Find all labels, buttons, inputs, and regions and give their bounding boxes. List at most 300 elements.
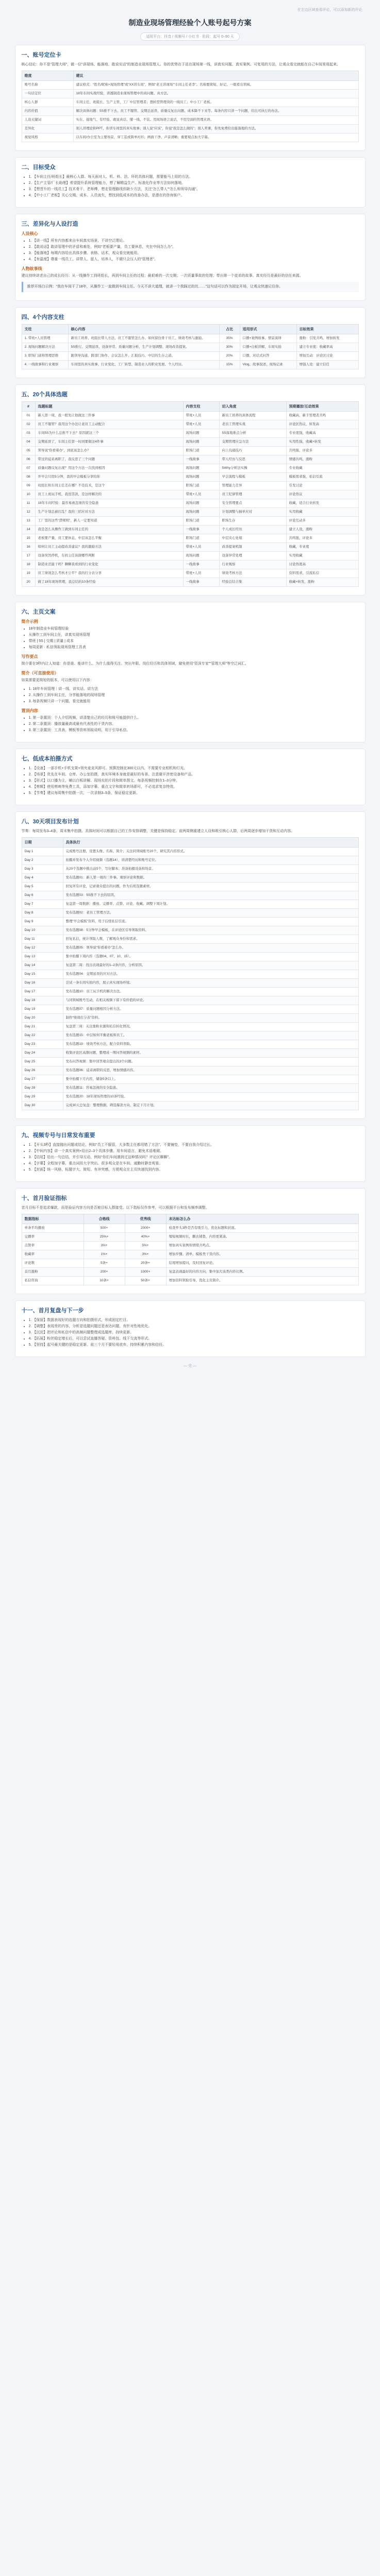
table-cell: 11 xyxy=(22,499,35,508)
section-title: 三、差异化与人设打造 xyxy=(21,221,78,227)
table-cell: 绩效考核方法 xyxy=(219,569,286,578)
table-cell: 带人经历与反思 xyxy=(219,455,286,464)
table-cell: 评论区热议，转发高 xyxy=(286,420,358,429)
table-cell: 2000+ xyxy=(125,1224,166,1233)
table-cell: Day 10 xyxy=(22,926,63,935)
table-cell: 3. 职场门道和管理思维 xyxy=(22,352,68,361)
table-cell: 一句话定位 xyxy=(22,90,73,98)
table-cell: 交期管理应急方法 xyxy=(219,438,286,447)
table-cell: 专业收藏 xyxy=(286,464,358,473)
persona-list xyxy=(22,238,359,263)
table-cell: 35% xyxy=(219,334,240,343)
metrics-intro: 首月目标不是追求爆款，而是验证内容方向是否被目标人群接受。以下指标仅作参考，可以根据平台和发布频率调整。 xyxy=(21,1206,209,1210)
table-row xyxy=(22,996,358,1005)
table-cell: 检查开头3秒是否有吸引力，优化标题和封面。 xyxy=(166,1224,358,1233)
table-cell: 结尾增加提问，及时回复评论。 xyxy=(166,1259,358,1268)
table-cell: 收集评论区高频问题，整理成一期问答视频的素材。 xyxy=(63,1049,358,1058)
table-cell: 现场问题 xyxy=(183,464,219,473)
table-cell: 涨粉：引发共鸣，增加转发 xyxy=(296,334,358,343)
table-header: 目标效果 xyxy=(296,325,358,334)
list-item: • 1. 【讲一线】所有内容都来自车间真实场景，不讲空泛理论。 xyxy=(29,238,359,244)
table-cell: Day 11 xyxy=(22,935,63,944)
table-cell: 引发讨论 xyxy=(286,482,358,490)
table-cell: 发布选题06：徒弟离职的反思，增加情感内容。 xyxy=(63,1066,358,1075)
section-title: 九、视频专号与日常发布重要 xyxy=(21,1132,95,1139)
table-cell: Day 2 xyxy=(22,856,63,865)
table-cell: 现场问题 xyxy=(183,438,219,447)
document-footer: — 完 — xyxy=(184,1364,196,1368)
table-cell: 班组长和车间主任差在哪？不是技术，是这个 xyxy=(35,482,183,490)
table-cell: 完成30天总复盘：整理数据、筛选爆款方向、制定下月计划。 xyxy=(63,1101,358,1110)
section-metrics xyxy=(15,1188,366,1294)
table-header: 选题标题 xyxy=(35,402,183,412)
table-cell: 16 xyxy=(22,543,35,552)
plan-table xyxy=(22,837,359,1110)
table-row xyxy=(22,909,358,918)
document-title: 制造业现场管理经验个人账号起号方案 xyxy=(128,19,252,27)
section-persona xyxy=(15,214,366,301)
list-item: • 2. 【生产主管/厂长助理】希望提升系统管理能力，想了解精益生产、标准化作业等方法如何落地。 xyxy=(29,180,359,187)
table-cell: 10条+ xyxy=(84,1277,125,1285)
table-row xyxy=(22,935,358,944)
table-cell: Day 14 xyxy=(22,961,63,970)
table-cell: 5%+ xyxy=(125,1242,166,1250)
table-cell: 整理“早会模板”资料，用于后续私信引流。 xyxy=(63,918,358,926)
table-row xyxy=(22,1005,358,1014)
list-item: • 从操作工到车间主任，讲真实现场管理 xyxy=(29,632,359,638)
list-item: • 1. 【保留】数据表现好的选题方向和拍摄形式，形成固定栏目。 xyxy=(29,1317,359,1324)
table-cell: 讨论热度高 xyxy=(286,561,358,569)
table-row xyxy=(22,883,358,891)
table-row xyxy=(22,508,358,517)
table-cell: 现场问题 xyxy=(183,429,219,438)
table-cell: 25%+ xyxy=(84,1233,125,1242)
table-cell: 回复私信，统计领取人数，了解观众身份和需求。 xyxy=(63,935,358,944)
table-cell: 07 xyxy=(22,464,35,473)
table-cell: Day 12 xyxy=(22,944,63,953)
table-row xyxy=(22,1084,358,1093)
list-item: • 3. 【结尾】给出一句总结，并引导互动，例如“你们车间遇到过这种情况吗？评论区聊聊”。 xyxy=(29,1155,359,1161)
table-cell: 发布选题20：18年现场管理的10条经验。 xyxy=(63,1093,358,1101)
table-cell: 完播率 xyxy=(22,1233,84,1242)
table-cell: 3%+ xyxy=(84,1242,125,1250)
table-cell: 12 xyxy=(22,508,35,517)
table-cell: 职场生存 xyxy=(219,517,286,526)
metrics-table xyxy=(22,1214,359,1285)
table-cell: 经验总结合集 xyxy=(219,578,286,587)
table-cell: 跟领导沟通、跨部门协作、会议怎么开、汇报技巧、中层的生存之道。 xyxy=(68,352,219,361)
table-header: 切入角度 xyxy=(219,402,286,412)
table-cell: 一线故事 xyxy=(183,561,219,569)
table-cell: 增强人设：建立信任 xyxy=(296,361,358,369)
list-item: • 4. 【拓展】粉丝稳定增长后，可以尝试直播答疑、资料包、线下交流等形式。 xyxy=(29,1336,359,1342)
table-header: 具体执行 xyxy=(63,838,358,848)
table-row xyxy=(22,125,358,133)
list-item: • 3. 【形式】以口播为主，辅以白板讲解、现场实拍片段和简单图文。每条视频控制在1–3分钟。 xyxy=(29,778,359,784)
list-item: • 1. 【开头3秒】直接抛出问题或结论，例如“员工不服管，大多数主任都用错了方法”。不要铺垫，不要自我介绍过长。 xyxy=(29,1142,359,1148)
table-cell: 3%+ xyxy=(125,1250,166,1259)
table-cell: 情感共鸣，涨粉 xyxy=(286,455,358,464)
table-cell: 评论数 xyxy=(22,1259,84,1268)
quote-text: 推荐开场白示例：“我在车间干了18年，从操作工一直做到车间主任。今天不讲大道理，就讲一个我踩过的坑……”这句话可以作为固定开场，让观众快速记住你。 xyxy=(27,285,283,289)
table-cell: 员工纪律管理 xyxy=(219,490,286,499)
table-cell: Day 5 xyxy=(22,883,63,891)
list-item: • 2. 【场景】优先在车间、仓库、办公室拍摄，真实环境本身就是最好的布景。注意避开涉密设备和产品。 xyxy=(29,772,359,778)
table-cell: 收藏+转发，涨粉 xyxy=(286,578,358,587)
table-cell: 职场门道 xyxy=(183,482,219,490)
table-cell: 评论热议 xyxy=(286,490,358,499)
table-header: # xyxy=(22,402,35,412)
document-page xyxy=(15,0,366,1379)
table-cell: 新员工培养、班组长带人方法、员工不服管怎么办、如何留住骨干员工、绩效考核与激励。 xyxy=(68,334,219,343)
bio-list xyxy=(22,626,359,651)
table-row xyxy=(22,874,358,883)
list-item: • 2. 【调整】表现差的内容，分析是选题问题还是表达问题，有针对性地优化。 xyxy=(29,1324,359,1330)
table-row xyxy=(22,961,358,970)
table-cell: Day 20 xyxy=(22,1014,63,1023)
table-row xyxy=(22,1066,358,1075)
table-row xyxy=(22,1268,358,1277)
table-cell: 与同领域账号互动，在相关视频下留下有价值的评论。 xyxy=(63,996,358,1005)
table-cell: 发布选题19：绩效考核方法，配合资料领取。 xyxy=(63,1040,358,1049)
table-cell: Day 24 xyxy=(22,1049,63,1058)
section-topics xyxy=(15,384,366,596)
table-cell: 人设关键词 xyxy=(22,116,73,125)
list-item: • 2. 第二条置顶：播放量最高或最有代表性的干货内容。 xyxy=(29,721,359,727)
table-cell: 现场问题 xyxy=(183,508,219,517)
table-header: 建议 xyxy=(73,71,358,81)
table-cell: 实用性强，收藏+转发 xyxy=(286,438,358,447)
table-cell: Day 9 xyxy=(22,918,63,926)
table-cell: 10 xyxy=(22,490,35,499)
table-cell: 一线故事 xyxy=(183,455,219,464)
table-row xyxy=(22,464,358,473)
list-item: • 每周更新 · 私信领取现场管理工具表 xyxy=(29,645,359,651)
video-tips-list xyxy=(22,1142,359,1173)
table-cell: 视觉风格 xyxy=(22,133,73,142)
table-header: 日期 xyxy=(22,838,63,848)
table-header: 优秀线 xyxy=(125,1214,166,1224)
section-title: 七、低成本拍摄方式 xyxy=(21,756,73,762)
table-row xyxy=(22,526,358,534)
table-cell: 新人第一周，我一般先让他做这三件事 xyxy=(35,412,183,420)
table-row xyxy=(22,116,358,125)
table-cell: 带班+人员 xyxy=(183,490,219,499)
table-row xyxy=(22,970,358,979)
table-cell: Day 1 xyxy=(22,848,63,856)
table-row xyxy=(22,1224,358,1233)
table-cell: 18年车间实战经验，讲透制造业现场管理中的真问题、真方法。 xyxy=(73,90,358,98)
section-title: 六、主页文案 xyxy=(21,609,56,615)
table-header: 支柱 xyxy=(22,325,68,334)
table-cell: 尝试一条车间实拍内容，展示真实现场环境。 xyxy=(63,979,358,988)
tip-text: 简介要在3秒内让人知道：你是谁、能讲什么、为什么值得关注。突出年限、岗位经历和具体领域，避免使用“资深专家”“管理大师”等空泛词汇。 xyxy=(21,662,249,666)
table-cell: 04 xyxy=(22,438,35,447)
table-cell: Day 18 xyxy=(22,996,63,1005)
table-cell: 单条平均播放 xyxy=(22,1224,84,1233)
table-cell: 资料需求，引流私信 xyxy=(286,569,358,578)
table-cell: 5S落地难点分析 xyxy=(219,429,286,438)
table-cell: 增加资料领取引导，优化主页简介。 xyxy=(166,1277,358,1285)
table-cell: Day 17 xyxy=(22,988,63,996)
table-cell: 实在、接地气、有经验、敢说真话、懂一线、不装。用现场语言说话，不用空洞的管理术语。 xyxy=(73,116,358,125)
table-cell: 缩短视频时长，删去铺垫，内容更紧凑。 xyxy=(166,1233,358,1242)
table-cell: 收藏高，新手管理者共鸣 xyxy=(286,412,358,420)
table-cell: 个人成长经历 xyxy=(219,526,286,534)
table-row xyxy=(22,1242,358,1250)
table-cell: 14 xyxy=(22,526,35,534)
topics-table xyxy=(22,401,359,587)
section-title: 十、首月验证指标 xyxy=(21,1195,67,1201)
table-cell: 老板要产量，员工要休息，中层该怎么平衡 xyxy=(35,534,183,543)
list-item: • 2. 从操作工到车间主任，分享能落地的现场管理 xyxy=(29,692,359,699)
pinned-list xyxy=(22,715,359,734)
table-cell: 模板需求强，私信引流 xyxy=(286,473,358,482)
table-cell: 设备异常处理 xyxy=(219,552,286,561)
table-cell: 5Why分析法实操 xyxy=(219,464,286,473)
table-cell: 08 xyxy=(22,473,35,482)
table-cell: 03 xyxy=(22,429,35,438)
section-pillars xyxy=(15,307,366,378)
table-cell: 安全管理要点 xyxy=(219,499,286,508)
alt-bio-list xyxy=(22,686,359,705)
table-row xyxy=(22,865,358,874)
table-row xyxy=(22,412,358,420)
table-cell: 如何让员工主动提改善建议？我的激励方法 xyxy=(35,543,183,552)
table-cell: 共鸣强，评论多 xyxy=(286,534,358,543)
table-cell: 增加步骤、清单、模板类干货内容。 xyxy=(166,1250,358,1259)
table-row xyxy=(22,107,358,116)
table-cell: Day 4 xyxy=(22,874,63,883)
table-cell: 发布问答视频：集中回答观众提出的3个问题。 xyxy=(63,1058,358,1066)
table-cell: 首月涨粉 xyxy=(22,1268,84,1277)
table-cell: 发布选题04：交期延误的应对方法。 xyxy=(63,970,358,979)
table-cell: 计划调整与插单应对 xyxy=(219,508,286,517)
table-cell: 带班+人员 xyxy=(183,420,219,429)
filming-list xyxy=(22,766,359,796)
table-cell: 以车间/办公室为主要场景，穿工装或简单衬衫；画面干净、声音清晰；重要观点加大字幕。 xyxy=(73,133,358,142)
table-row xyxy=(22,1277,358,1285)
table-header: 维度 xyxy=(22,71,73,81)
table-row xyxy=(22,429,358,438)
table-row xyxy=(22,944,358,953)
list-item: • 3. 【沉淀】把评论和私信中的高频问题整理成选题库，持续更新。 xyxy=(29,1330,359,1336)
table-cell: 员工不服管？我用这个办法让老员工主动配合 xyxy=(35,420,183,429)
table-cell: 30% xyxy=(219,343,240,352)
table-row xyxy=(22,1023,358,1031)
list-item: • 18年制造业车间管理经验 xyxy=(29,626,359,632)
section-profile-copy xyxy=(15,602,366,742)
table-cell: 复盘第二周：找出表现最好的1–2条内容，分析原因。 xyxy=(63,961,358,970)
table-cell: 口播+案例故事、情景演绎 xyxy=(240,334,296,343)
table-cell: 老员工管理实战 xyxy=(219,420,286,429)
table-row xyxy=(22,979,358,988)
list-item: • 2. 【敢说话】敢讲管理中的矛盾和难处，例如“老板要产量，员工要休息，夹在中间怎么办”。 xyxy=(29,244,359,250)
table-row xyxy=(22,1031,358,1040)
table-row xyxy=(22,891,358,900)
table-row xyxy=(22,552,358,561)
table-cell: Day 19 xyxy=(22,1005,63,1014)
section-title: 八、30天项目发布计划 xyxy=(21,819,79,825)
table-cell: Day 15 xyxy=(22,970,63,979)
table-cell: 40%+ xyxy=(125,1233,166,1242)
subsection-title: 置顶内容 xyxy=(21,708,38,713)
subsection-title: 写作要点 xyxy=(21,654,38,659)
table-cell: Day 21 xyxy=(22,1023,63,1031)
table-row xyxy=(22,1101,358,1110)
table-cell: Day 25 xyxy=(22,1058,63,1066)
table-cell: 发布选题07：质量问题根因分析方法。 xyxy=(63,1005,358,1014)
table-row xyxy=(22,90,358,98)
table-cell: Vlog、故事叙述、现场记录 xyxy=(240,361,296,369)
section-title: 四、4个内容支柱 xyxy=(21,314,64,320)
section-intro: 核心结论：你不是“管理大师”，做一位“讲现场、能落地、敢说实话”的制造业现场管理人。你的优势在于站在现场第一线，讲真实问题、真实案例、可复用的方法，让观众看完就能在自己车间里用起来。 xyxy=(21,63,340,66)
table-cell: Day 7 xyxy=(22,900,63,909)
table-cell: 回复所有评论，记录观众提出的问题，作为后续选题素材。 xyxy=(63,883,358,891)
table-row xyxy=(22,482,358,490)
table-header: 合格线 xyxy=(84,1214,125,1224)
table-row xyxy=(22,856,358,865)
table-cell: 集中拍摄下月内容，储备5条以上。 xyxy=(63,1075,358,1084)
table-cell: 收藏，适合行业转发 xyxy=(286,499,358,508)
table-cell: 车间主任、班组长、生产主管、工厂中层管理者；想转型管理岗的一线员工；中小工厂老板。 xyxy=(73,98,358,107)
table-row xyxy=(22,569,358,578)
table-row xyxy=(22,900,358,909)
table-cell: 车间5S为什么总推不下去？原因就这三个 xyxy=(35,429,183,438)
table-row xyxy=(22,1014,358,1023)
section-title: 五、20个具体选题 xyxy=(21,392,68,398)
table-cell: 发布选题11：容易忽视的安全隐患。 xyxy=(63,1084,358,1093)
table-cell: 车间里的真实故事、行业变化、工厂转型、制造业人的职业发展、个人经历。 xyxy=(68,361,219,369)
table-cell: Day 29 xyxy=(22,1093,63,1101)
positioning-table xyxy=(22,71,359,142)
section-title: 一、账号定位卡 xyxy=(21,52,61,58)
table-header: 数据指标 xyxy=(22,1214,84,1224)
meta-badge: 适用平台：抖音 / 视频号 / 小红书 · 阶段：起号 0–90 天 xyxy=(140,32,239,41)
plan-intro: 节奏：每周发布3–4条，周末集中拍摄。具体时间可以根据自己的工作安排调整，关键是保持稳定。前两周侧重建立人设和吸引核心人群，后两周逐步增加干货和互动内容。 xyxy=(21,829,295,833)
table-cell: 20条+ xyxy=(125,1259,166,1268)
table-cell: 职场门道 xyxy=(183,517,219,526)
table-row xyxy=(22,953,358,961)
table-cell: 500+ xyxy=(84,1224,125,1233)
table-cell: 早会流程与模板 xyxy=(219,473,286,482)
table-cell: Day 16 xyxy=(22,979,63,988)
table-cell: 差异化 xyxy=(22,125,73,133)
table-cell: 发布选题02：老员工管理方法。 xyxy=(63,909,358,918)
table-cell: Day 22 xyxy=(22,1031,63,1040)
table-cell: 2. 现场问题解决方法 xyxy=(22,343,68,352)
table-cell: 做了18年现场管理，我总结的10条经验 xyxy=(35,578,183,587)
table-cell: 建议格式：“姓名/昵称+现场管理”或“XX讲车间”，例如“老王讲现场”“车间主任老李”。名称要简短、好记、一眼看出领域。 xyxy=(73,81,358,90)
table-cell: 200+ xyxy=(84,1268,125,1277)
table-cell: 工厂里的这些“潜规则”，新人一定要知道 xyxy=(35,517,183,526)
list-item: • 1. 第一条置顶：个人介绍视频，讲清楚自己的经历和账号能提供什么。 xyxy=(29,715,359,721)
table-row xyxy=(22,361,358,369)
table-cell: 带过的徒弟离职了，我反思了三个问题 xyxy=(35,455,183,464)
table-row xyxy=(22,1233,358,1242)
table-row xyxy=(22,534,358,543)
table-row xyxy=(22,543,358,552)
table-cell: 1000+ xyxy=(125,1268,166,1277)
table-cell: 现场问题 xyxy=(183,552,219,561)
table-cell: 20% xyxy=(219,352,240,361)
story-text: 建议持续讲述自己的成长经历：从一线操作工到班组长，再到车间主任的过程；最艰难的一次交期；一次质量事故的处理；带出第一个徒弟的故事。真实经历是最好的信任来源。 xyxy=(21,274,303,278)
table-cell: 开早会只用5分钟，我的早会模板分享给你 xyxy=(35,473,183,482)
table-cell: 新员工培养的具体流程 xyxy=(219,412,286,420)
list-item: • 5. 【坚持】起号最关键的是稳定更新。前三个月不要轻易放弃，持续积累内容和信任。 xyxy=(29,1342,359,1348)
table-cell: 13 xyxy=(22,517,35,526)
table-row xyxy=(22,455,358,464)
table-cell: 点赞率 xyxy=(22,1242,84,1250)
table-cell: 19 xyxy=(22,569,35,578)
table-cell: 拍摄并发布个人介绍视频（选题14），讲清楚经历和账号定位。 xyxy=(63,856,358,865)
table-row xyxy=(22,490,358,499)
table-cell: 现场问题 xyxy=(183,499,219,508)
list-item: • 1. 18年车间管理｜讲一线、讲实话、讲方法 xyxy=(29,686,359,692)
section-plan xyxy=(15,811,366,1119)
table-cell: 发布选题15：中层如何平衡老板和员工。 xyxy=(63,1031,358,1040)
table-cell: 建立人设，涨粉 xyxy=(286,526,358,534)
table-row xyxy=(22,918,358,926)
meta-row xyxy=(15,31,366,41)
table-cell: 向上沟通技巧 xyxy=(219,447,286,455)
table-cell: 带班+人员 xyxy=(183,412,219,420)
pillars-table xyxy=(22,324,359,369)
table-row xyxy=(22,438,358,447)
table-cell: 18年车间经验：最容易被忽视的安全隐患 xyxy=(35,499,183,508)
review-list xyxy=(22,1317,359,1348)
table-row xyxy=(22,1040,358,1049)
table-cell: Day 30 xyxy=(22,1101,63,1110)
list-item: • 3. 每条视频只讲一个问题，看完就能用 xyxy=(29,699,359,705)
table-cell: 实用收藏 xyxy=(286,552,358,561)
table-cell: 02 xyxy=(22,420,35,429)
quote-block xyxy=(22,282,359,292)
subsection-title: 人设核心 xyxy=(21,231,38,236)
table-row xyxy=(22,447,358,455)
table-header: 内容支柱 xyxy=(183,402,219,412)
table-cell: 01 xyxy=(22,412,35,420)
list-item: • 3. 【能落地】每期内容给出具体步骤、表格、话术，观众看完就能用。 xyxy=(29,250,359,257)
table-row xyxy=(22,1250,358,1259)
table-cell: 我是怎么从操作工做到车间主任的 xyxy=(35,526,183,534)
table-cell: 发布选题05：领导说“你看着办”怎么办。 xyxy=(63,944,358,953)
table-row xyxy=(22,988,358,996)
table-cell: 完成账号注册，设置头像、名称、简介；关注同领域账号20个，研究其内容形式。 xyxy=(63,848,358,856)
table-cell: 收藏率 xyxy=(22,1250,84,1259)
table-cell: 从20个选题中挑出前5个，写好脚本；准备拍摄设备和场景。 xyxy=(63,865,358,874)
table-cell: 06 xyxy=(22,455,35,464)
list-item: • 4. 【字幕】全程加字幕，重点词用大字突出。很多观众是在车间、通勤时静音观看。 xyxy=(29,1161,359,1167)
table-cell: 增加互动：评论区讨论 xyxy=(296,352,358,361)
table-cell: 1. 带班+人员管理 xyxy=(22,334,68,343)
table-cell: 核心人群 xyxy=(22,98,73,107)
table-cell: 复盘第一周数据：播放、完播率、点赞、评论、收藏。调整下周计划。 xyxy=(63,900,358,909)
table-cell: 员工绩效怎么考核才公平？我的打分表分享 xyxy=(35,569,183,578)
table-cell: 生产计划总被打乱？我的三招应对方法 xyxy=(35,508,183,517)
table-cell: 实用收藏 xyxy=(286,508,358,517)
table-row xyxy=(22,98,358,107)
table-cell: 发布选题08：5分钟早会模板，在评论区引导领取资料。 xyxy=(63,926,358,935)
table-cell: 别人讲理论和PPT，你讲车间里的真实故事；别人说“应该”，你说“我是怎么做的”；别人卖课，你先免费给出能落地的方法。 xyxy=(73,125,358,133)
list-item: • 4. 【中小工厂老板】关心交期、成本、人员流失，想找到低成本的改善办法，是潜在的咨询客户。 xyxy=(29,193,359,199)
table-cell: 交期延误了，车间主任第一时间要做这4件事 xyxy=(35,438,183,447)
table-cell: 口播+白板讲解、车间实拍 xyxy=(240,343,296,352)
table-cell: 员工上班玩手机，我没罚款，是这样解决的 xyxy=(35,490,183,499)
table-cell: 4. 一线故事和行业观察 xyxy=(22,361,68,369)
table-cell: 一线故事 xyxy=(183,526,219,534)
section-filming xyxy=(15,749,366,805)
